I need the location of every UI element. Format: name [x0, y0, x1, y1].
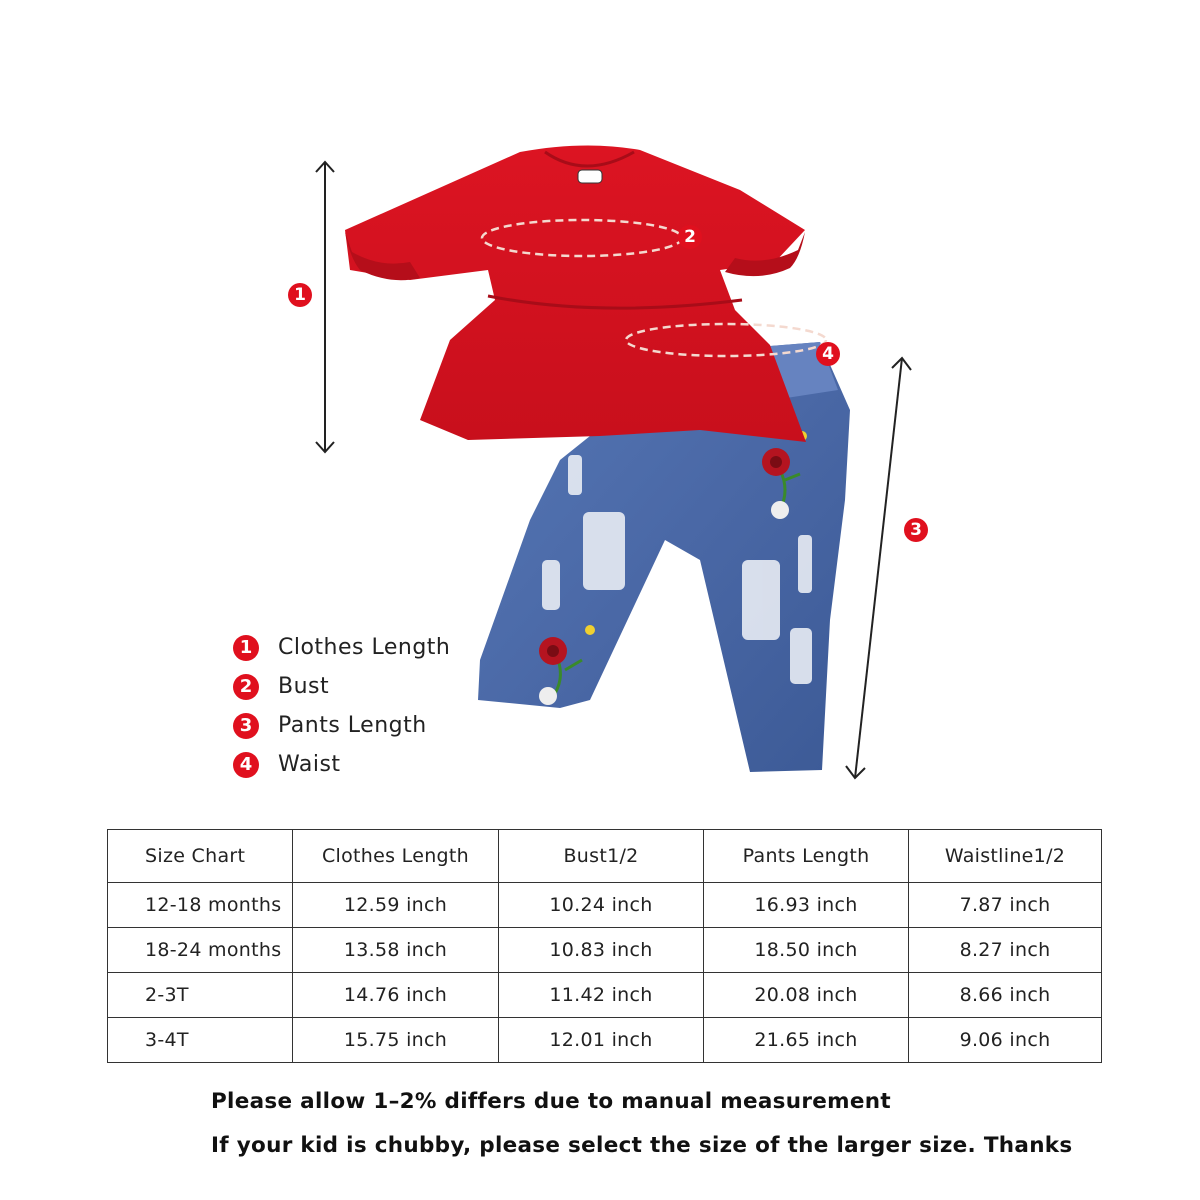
table-cell: 9.06 inch [909, 1018, 1102, 1063]
size-cell: 18-24 months [108, 928, 293, 973]
measurement-legend [233, 628, 450, 784]
red-top-illustration [345, 145, 806, 442]
legend-number: 4 [233, 752, 259, 778]
legend-label: Pants Length [278, 713, 427, 738]
table-row [108, 973, 1102, 1018]
size-cell: 12-18 months [108, 883, 293, 928]
legend-label: Waist [278, 752, 341, 777]
legend-item [233, 667, 450, 706]
legend-label: Clothes Length [278, 635, 451, 660]
table-cell: 8.27 inch [909, 928, 1102, 973]
column-header: Pants Length [704, 830, 909, 883]
table-cell: 18.50 inch [704, 928, 909, 973]
legend-item [233, 706, 450, 745]
size-cell: 2-3T [108, 973, 293, 1018]
table-row [108, 928, 1102, 973]
column-header: Clothes Length [293, 830, 499, 883]
table-cell: 16.93 inch [704, 883, 909, 928]
legend-item [233, 628, 450, 667]
table-cell: 20.08 inch [704, 973, 909, 1018]
table-cell: 14.76 inch [293, 973, 499, 1018]
double-arrow-icon [846, 358, 911, 778]
legend-number: 3 [233, 713, 259, 739]
legend-label: Bust [278, 674, 330, 699]
marker-clothes-length: 1 [288, 283, 312, 307]
legend-number: 1 [233, 635, 259, 661]
size-cell: 3-4T [108, 1018, 293, 1063]
table-cell: 15.75 inch [293, 1018, 499, 1063]
table-cell: 7.87 inch [909, 883, 1102, 928]
table-cell: 10.24 inch [499, 883, 704, 928]
table-cell: 12.59 inch [293, 883, 499, 928]
table-row [108, 883, 1102, 928]
table-cell: 13.58 inch [293, 928, 499, 973]
double-arrow-icon [316, 162, 334, 452]
table-row [108, 1018, 1102, 1063]
table-cell: 12.01 inch [499, 1018, 704, 1063]
marker-waist: 4 [816, 342, 840, 366]
column-header: Bust1/2 [499, 830, 704, 883]
legend-number: 2 [233, 674, 259, 700]
marker-pants-length: 3 [904, 518, 928, 542]
table-cell: 11.42 inch [499, 973, 704, 1018]
table-cell: 8.66 inch [909, 973, 1102, 1018]
measurement-note: Please allow 1–2% differs due to manual measurement [211, 1089, 891, 1114]
size-advice-note: If your kid is chubby, please select the size of the larger size. Thanks [211, 1133, 1073, 1158]
marker-bust: 2 [678, 225, 702, 249]
column-header: Size Chart [145, 845, 246, 867]
legend-item [233, 745, 450, 784]
table-cell: 10.83 inch [499, 928, 704, 973]
size-chart-table [107, 829, 1102, 1063]
table-cell: 21.65 inch [704, 1018, 909, 1063]
table-header-row [108, 830, 1102, 883]
column-header: Waistline1/2 [909, 830, 1102, 883]
